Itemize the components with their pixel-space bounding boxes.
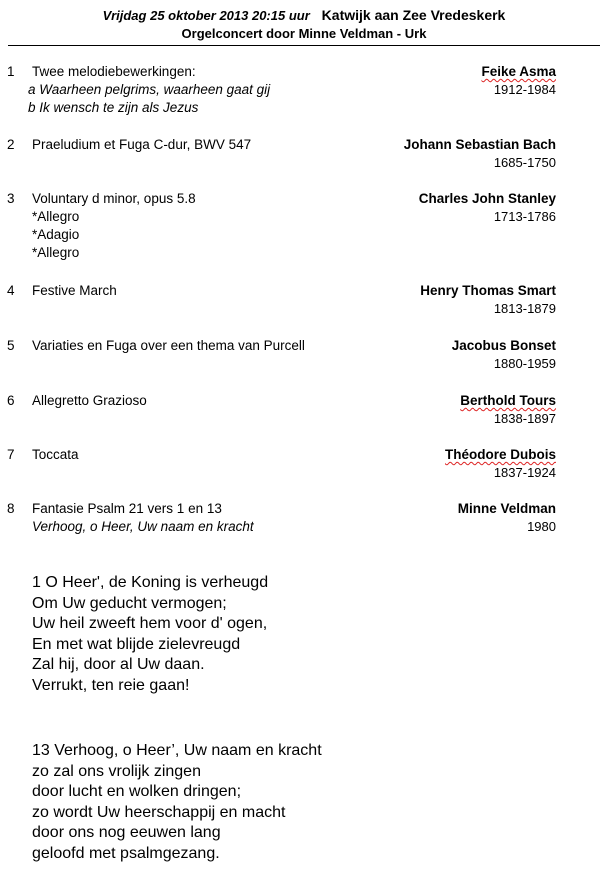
venue: Katwijk aan Zee Vredeskerk — [321, 7, 506, 23]
composer-name: Charles John Stanley — [418, 191, 556, 206]
item-line: Verhoog, o Heer, Uw naam en kracht — [32, 519, 254, 534]
verse-line: Om Uw geducht vermogen; — [32, 594, 227, 612]
verse-line: Verrukt, ten reie gaan! — [32, 676, 190, 694]
composer-block — [420, 282, 556, 318]
composer-name: Jacobus Bonset — [451, 338, 556, 353]
item-line: Voluntary d minor, opus 5.8 — [32, 191, 196, 206]
header-line — [0, 6, 608, 25]
composer-name: Feike Asma — [481, 64, 556, 79]
composer-years: 1837-1924 — [493, 465, 556, 480]
composer-block — [404, 136, 556, 172]
header-divider — [8, 45, 600, 46]
item-line: Fantasie Psalm 21 vers 1 en 13 — [32, 501, 222, 516]
verse-line: zo wordt Uw heerschappij en macht — [32, 803, 286, 821]
composer-block — [458, 500, 556, 536]
item-title — [32, 136, 392, 154]
item-line: Twee melodiebewerkingen: — [32, 64, 196, 79]
item-line: *Adagio — [32, 227, 80, 242]
verse-line: 13 Verhoog, o Heer’, Uw naam en kracht — [32, 742, 322, 759]
psalm-verse-13 — [32, 741, 322, 864]
item-title — [32, 282, 392, 300]
item-title — [32, 392, 392, 410]
composer-name: Théodore Dubois — [445, 447, 556, 462]
composer-years: 1980 — [527, 519, 556, 534]
verse-line: zo zal ons vrolijk zingen — [32, 762, 201, 780]
composer-block — [445, 446, 556, 482]
composer-block — [460, 392, 556, 428]
item-number: 2 — [7, 137, 15, 152]
item-line: Variaties en Fuga over een thema van Purcell — [32, 338, 305, 353]
composer-name: Berthold Tours — [460, 393, 556, 408]
psalm-verse-1 — [32, 573, 268, 696]
item-line: *Allegro — [32, 209, 80, 224]
verse-line: door lucht en wolken dringen; — [32, 783, 242, 800]
verse-line: geloofd met psalmgezang. — [32, 844, 220, 862]
composer-block — [481, 63, 556, 99]
item-number: 8 — [7, 501, 15, 516]
item-number: 6 — [7, 393, 15, 408]
item-number: 1 — [7, 64, 15, 79]
verse-line: En met wat blijde zielevreugd — [32, 635, 241, 653]
item-line — [28, 99, 392, 117]
composer-block — [452, 337, 556, 373]
verse-line: 1 O Heer', de Koning is verheugd — [32, 574, 269, 591]
composer-block — [419, 190, 556, 226]
item-number: 3 — [7, 191, 15, 206]
composer-years: 1838-1897 — [493, 411, 556, 426]
composer-name: Minne Veldman — [457, 501, 556, 516]
verse-line: Uw heil zweeft hem voor d' ogen, — [32, 615, 268, 632]
verse-line: door ons nog eeuwen lang — [32, 824, 221, 841]
item-line: Allegretto Grazioso — [32, 393, 147, 408]
composer-name: Johann Sebastian Bach — [403, 137, 556, 152]
item-title — [32, 190, 392, 262]
concert-subtitle: Orgelconcert door Minne Veldman - Urk — [181, 26, 427, 41]
item-title — [28, 63, 392, 117]
item-line-text: b Ik wensch te zijn als Jezus — [28, 100, 199, 115]
item-line-text: a Waarheen pelgrims, waarheen gaat gij — [28, 82, 271, 97]
item-line — [28, 81, 392, 99]
composer-years: 1685-1750 — [493, 155, 556, 170]
composer-years: 1912-1984 — [493, 82, 556, 97]
item-title — [32, 500, 392, 536]
item-title — [32, 446, 392, 464]
composer-name: Henry Thomas Smart — [420, 283, 556, 298]
item-title — [32, 337, 392, 355]
concert-header — [0, 6, 608, 42]
item-line: Toccata — [32, 447, 79, 462]
item-line: Festive March — [32, 283, 117, 298]
date-time: Vrijdag 25 oktober 2013 20:15 uur — [102, 8, 310, 23]
item-line: Praeludium et Fuga C-dur, BWV 547 — [32, 137, 252, 152]
composer-years: 1713-1786 — [493, 209, 556, 224]
composer-years: 1880-1959 — [493, 356, 556, 371]
item-number: 4 — [7, 283, 15, 298]
item-line: *Allegro — [32, 245, 80, 260]
verse-line: Zal hij, door al Uw daan. — [32, 656, 205, 673]
item-number: 7 — [7, 447, 15, 462]
composer-years: 1813-1879 — [493, 301, 556, 316]
item-number: 5 — [7, 338, 15, 353]
